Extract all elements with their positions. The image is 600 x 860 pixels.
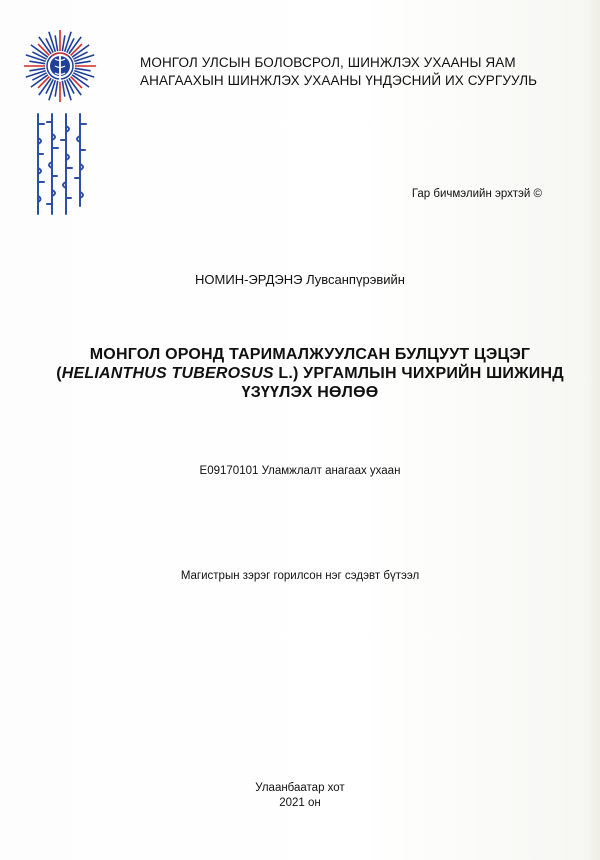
logo-ray — [75, 68, 91, 71]
logo-ray — [74, 71, 94, 77]
ministry-header — [140, 54, 580, 90]
logo-ray — [74, 55, 94, 61]
page-edge-shadow — [586, 0, 600, 860]
logo-ray — [65, 80, 71, 100]
logo-ray — [62, 35, 65, 51]
logo-ray — [49, 32, 55, 52]
title-line-2-rest: L.) УРГАМЛЫН ЧИХРИЙН ШИЖИНД — [273, 365, 564, 382]
logo-ray — [29, 68, 45, 71]
city-name: Улаанбаатар хот — [255, 782, 345, 794]
title-line-2 — [40, 364, 580, 383]
copyright-notice: Гар бичмэлийн эрхтэй © — [411, 188, 542, 200]
logo-ray — [26, 55, 46, 61]
degree-statement: Магистрын зэрэг горилсон нэг сэдэвт бүтээл — [180, 570, 420, 582]
logo-ray — [29, 61, 45, 64]
year: 2021 он — [279, 797, 321, 809]
place-and-year — [0, 781, 600, 811]
university-line: АНАГААХЫН ШИНЖЛЭХ УХААНЫ ҮНДЭСНИЙ ИХ СУРГУУЛЬ — [140, 73, 538, 88]
ministry-line: МОНГОЛ УЛСЫН БОЛОВСРОЛ, ШИНЖЛЭХ УХААНЫ ЯАМ — [140, 55, 516, 70]
thesis-title — [40, 345, 580, 402]
title-paren: ( — [56, 365, 62, 382]
logo-ray — [62, 81, 65, 97]
author-name: НОМИН-ЭРДЭНЭ Лувсанпүрэвийн — [195, 272, 405, 287]
logo-ray — [65, 32, 71, 52]
title-line-1: МОНГОЛ ОРОНД ТАРИМАЛЖУУЛСАН БУЛЦУУТ ЦЭЦЭГ — [89, 346, 531, 363]
title-line-3: ҮЗҮҮЛЭХ НӨЛӨӨ — [241, 384, 379, 401]
logo-ray — [49, 80, 55, 100]
logo-ray — [55, 81, 58, 97]
university-logo — [22, 28, 98, 104]
program-code: E09170101 Уламжлалт анагаах ухаан — [199, 465, 401, 477]
mongolian-script-emblem — [30, 110, 96, 220]
latin-species-name: HELIANTHUS TUBEROSUS — [61, 365, 274, 382]
logo-ray — [26, 71, 46, 77]
logo-ray — [75, 61, 91, 64]
logo-ray — [55, 35, 58, 51]
